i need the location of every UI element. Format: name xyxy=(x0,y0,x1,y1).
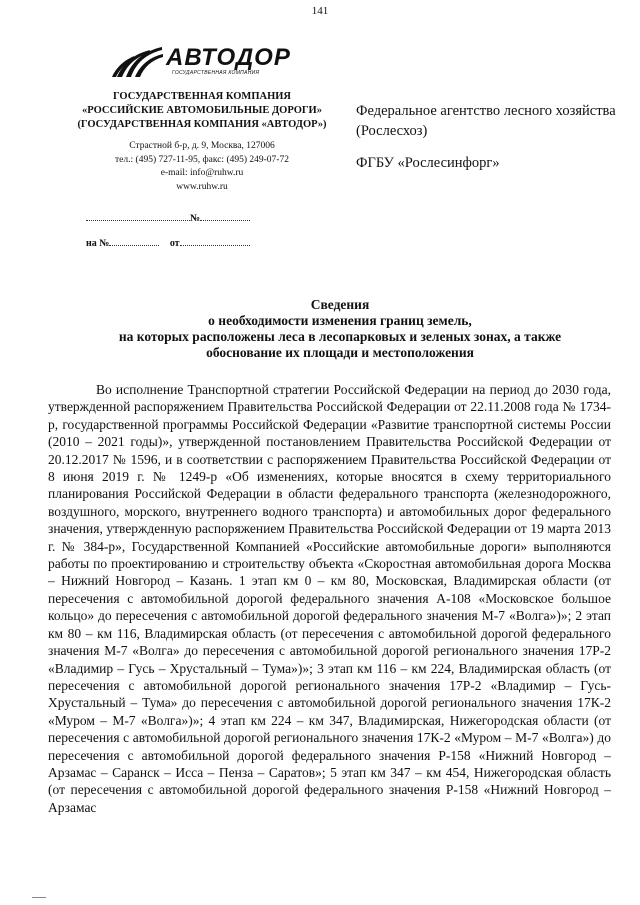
page-number: 141 xyxy=(311,5,329,17)
sender-email: e-mail: info@ruhw.ru xyxy=(160,168,244,178)
avtodor-stripes-logo-icon xyxy=(112,43,164,79)
sender-line: ГОСУДАРСТВЕННАЯ КОМПАНИЯ xyxy=(113,91,291,102)
title-line: Сведения xyxy=(310,297,370,312)
sender-block xyxy=(52,90,352,194)
date-label: от xyxy=(169,238,180,249)
number-label: № xyxy=(190,213,201,224)
title-line: на которых расположены леса в лесопарковых и зеленых зонах, а также xyxy=(118,329,562,344)
company-logo xyxy=(112,43,291,79)
addressees-block xyxy=(356,101,616,173)
reply-label: на № xyxy=(86,238,110,249)
addressee-organization: ФГБУ «Рослесинфорг» xyxy=(356,155,500,171)
footer-rule xyxy=(32,897,46,898)
addressee-agency: Федеральное агентство лесного хозяйства (Рослесхоз) xyxy=(356,103,616,139)
reply-reference-line xyxy=(86,237,250,249)
sender-line: «РОССИЙСКИЕ АВТОМОБИЛЬНЫЕ ДОРОГИ» xyxy=(82,105,322,116)
sender-address: Страстной б-р, д. 9, Москва, 127006 xyxy=(129,141,275,151)
outgoing-number-line xyxy=(86,212,250,224)
title-line: обоснование их площади и местоположения xyxy=(206,345,474,360)
sender-contacts xyxy=(52,140,352,194)
sender-line: (ГОСУДАРСТВЕННАЯ КОМПАНИЯ «АВТОДОР») xyxy=(77,119,327,130)
body-paragraph: Во исполнение Транспортной стратегии Российской Федерации на период до 2030 года, утвержденной распоряжением Правительства Российской Федерации от 22.11.2008 года № 1734-р, государственной программы Российской Федерации «Развитие транспортной системы России (2010 – 2021 годы)», утвержденной постановлением Правительства Российской Федерации от 20.12.2017 № 1596, и в соответствии с распоряжением Правительства Российской Федерации от 8 июня 2019 г. № 1249-р «Об изменениях, которые вносятся в схему территориального планирования Российской Федерации в области федерального транспорта (железнодорожного, воздушного, морского, внутреннего водного транспорта) и автомобильных дорог федерального значения, утвержденную распоряжением Правительства Российской Федерации от 19 марта 2013 г. № 384-р», Государственной Компанией «Российские автомобильные дороги» выполняются работы по проектированию и строительству объекта «Скоростная автомобильная дорога Москва – Нижний Новгород – Казань. 1 этап км 0 – км 80, Московская, Владимирская области (от пересечения с автомобильной дорогой федерального значения А-108 «Московское большое кольцо» до пересечения с автомобильной дорогой федерального значения М-7 «Волга»)»; 2 этап км 80 – км 116, Владимирская область (от пересечения с автомобильной дорогой федерального значения М-7 «Волга» до пересечения с автомобильной дорогой регионального значения 17Р-2 «Владимир – Гусь – Хрустальный – Тума»)»; 3 этап км 116 – км 224, Владимирская область (от пересечения с автомобильной дорогой регионального значения 17Р-2 «Владимир – Гусь-Хрустальный – Тума» до пересечения с автомобильной дорогой регионального значения 17К-2 «Муром – М-7 «Волга»)»; 4 этап км 224 – км 347, Владимирская, Нижегородская области (от пересечения с автомобильной дорогой регионального значения 17К-2 «Муром – М-7 «Волга») до пересечения с автомобильной дорогой федерального значения Р-158 «Нижний Новгород – Арзамас – Саранск – Исса – Пенза – Саратов»; 5 этап км 347 – км 454, Нижегородская область (от пересечения с автомобильной дорогой федерального значения Р-158 «Нижний Новгород – Арзамас xyxy=(48,382,611,815)
logo-name: АВТОДОР xyxy=(166,43,291,71)
document-title xyxy=(40,297,640,361)
title-line: о необходимости изменения границ земель, xyxy=(208,313,472,328)
logo-subtitle: ГОСУДАРСТВЕННАЯ КОМПАНИЯ xyxy=(172,69,260,76)
sender-phone: тел.: (495) 727-11-95, факс: (495) 249-07-72 xyxy=(115,154,289,165)
sender-website: www.ruhw.ru xyxy=(176,181,228,192)
